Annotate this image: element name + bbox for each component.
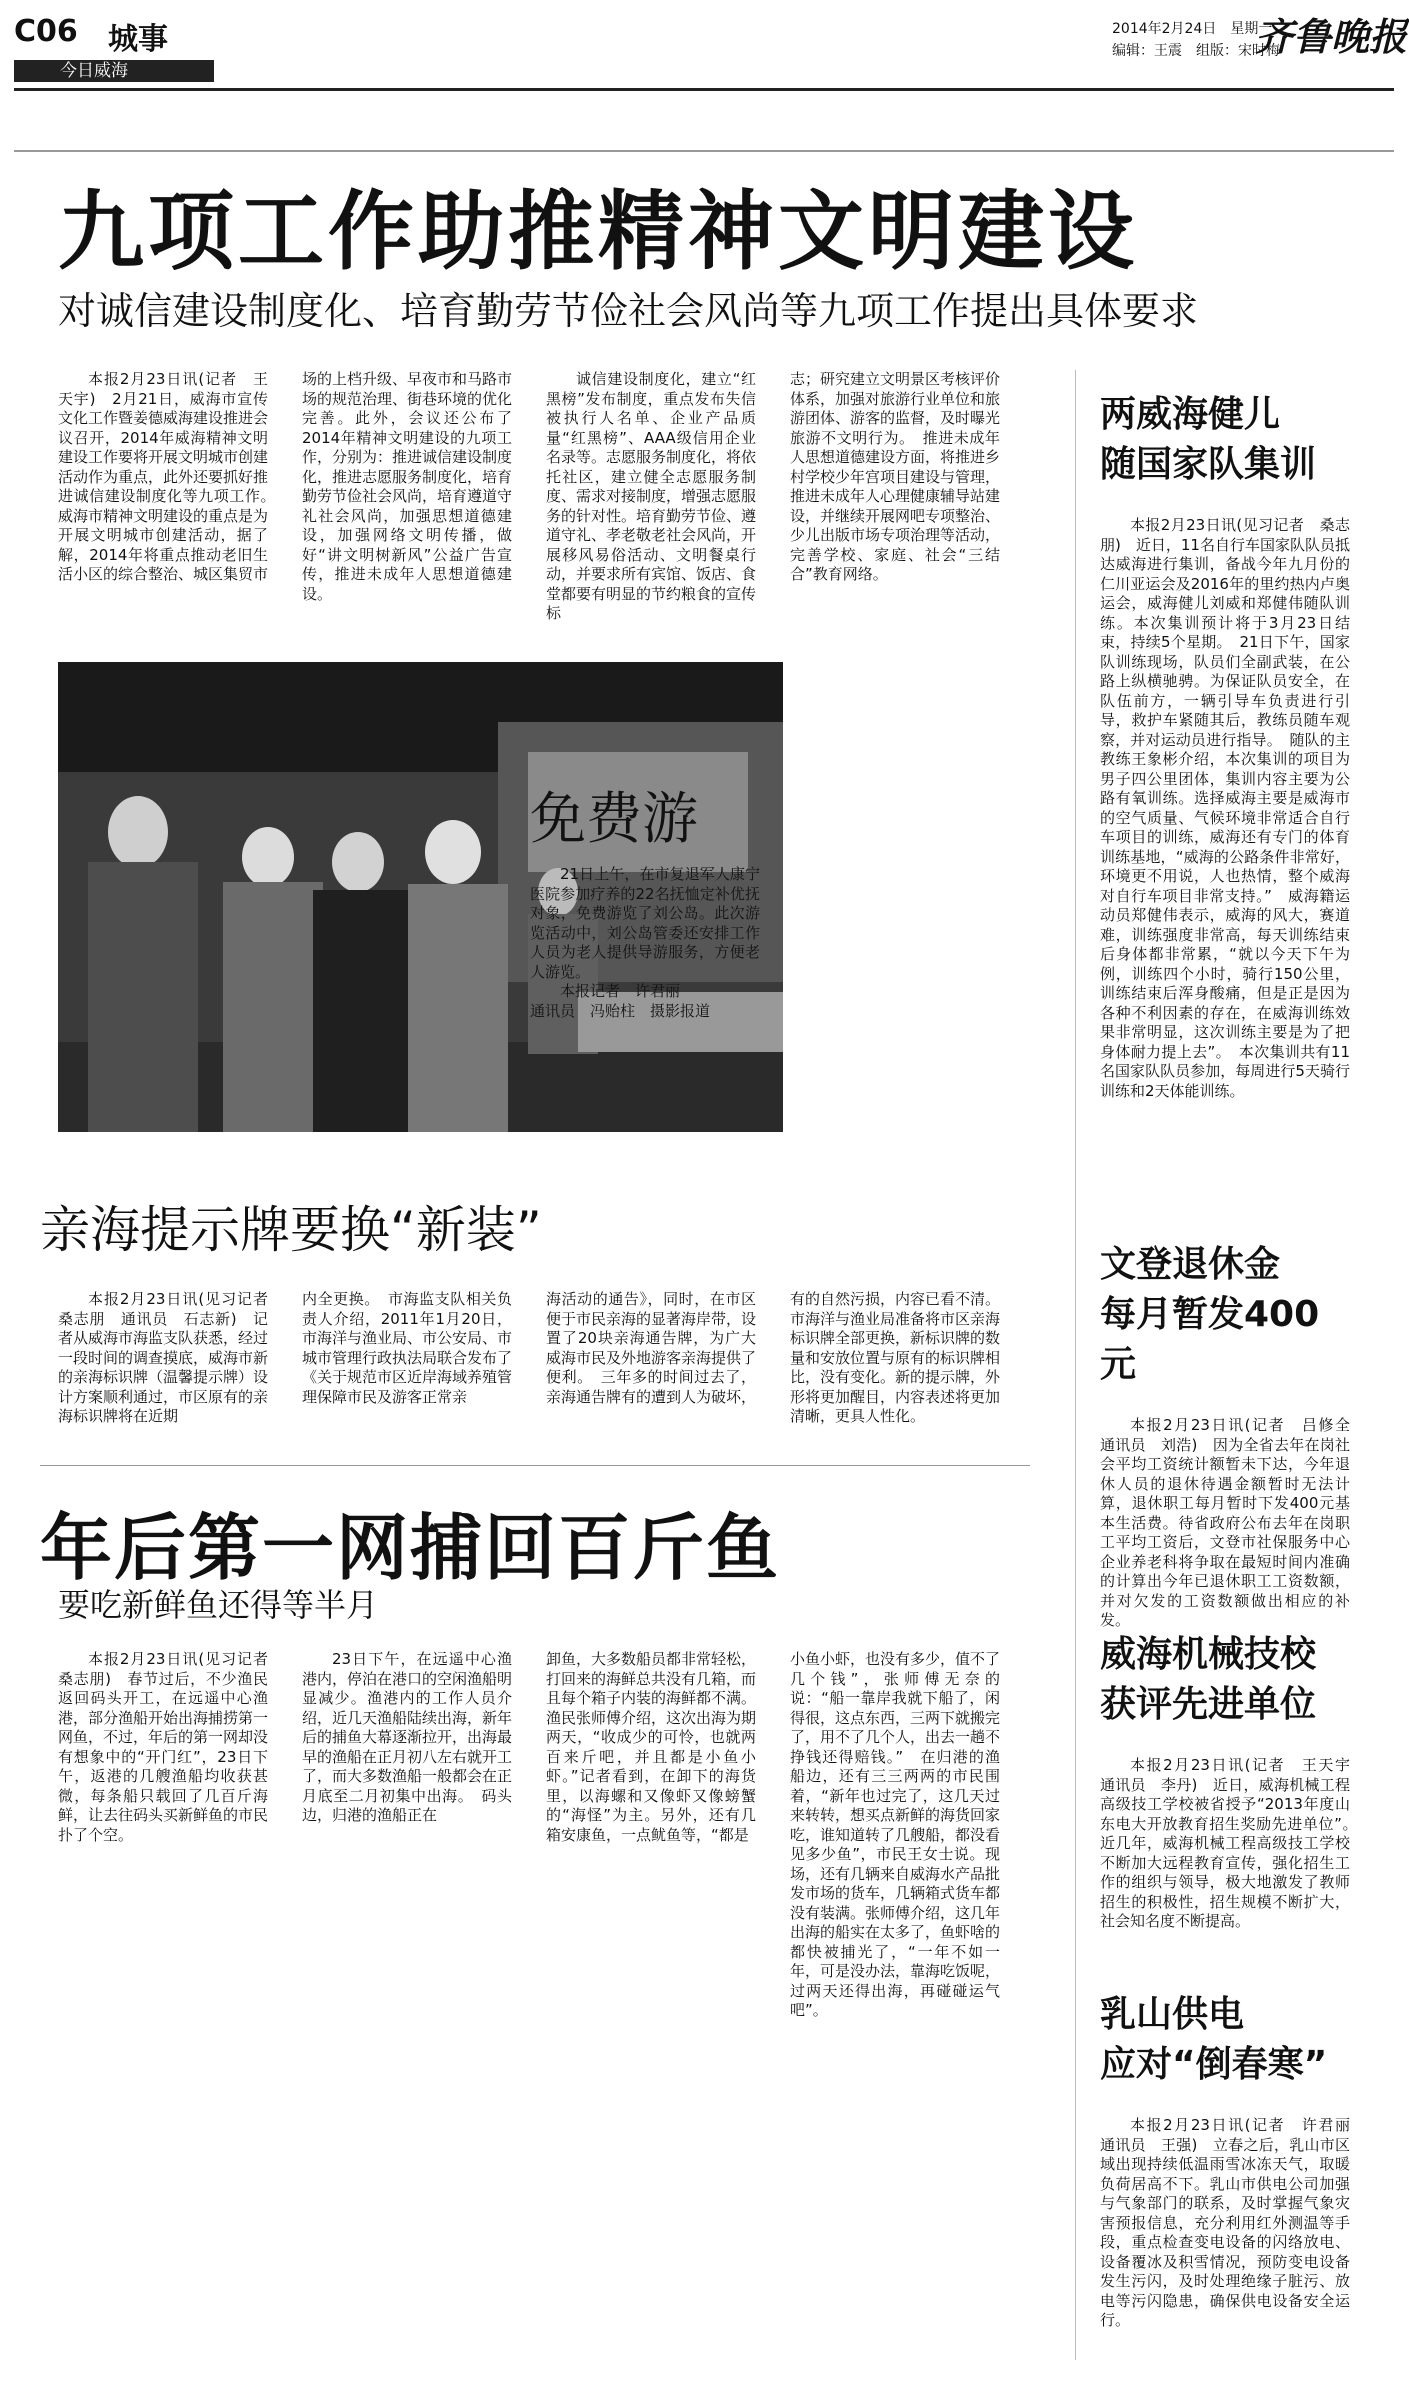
section-title: 城事: [108, 22, 168, 57]
fish-story-subheadline: 要吃新鲜鱼还得等半月: [58, 1586, 379, 1624]
sidebar-story-4: [1100, 1990, 1366, 2331]
sidebar-story-1: [1100, 390, 1350, 1101]
sidebar-story-2: [1100, 1240, 1366, 1631]
section-divider: [40, 1465, 1030, 1466]
lead-column-4: 志；研究建立文明景区考核评价体系，加强对旅游行业单位和旅游团体、游客的监督，及时曝光旅游不文明行为。 推进未成年人思想道德建设方面，将推进乡村学校少年宫项目建设与管理，推进未成年人心理健康辅导站建设，并继续开展网吧专项整治、少儿出版市场专项治理等活动，完善学校、家庭、社会“三结合”教育网络。: [790, 370, 1001, 583]
lead-column-1: 本报2月23日讯(记者 王天宇) 2月21日，威海市宣传文化工作暨姜德威海建设推进会议召开，2014年威海精神文明建设工作要将开展文明城市创建活动作为重点，此外还要抓好推进诚信建设制度化等九项工作。 威海市精神文明建设的重点是为开展文明城市创建活动，据了解，2014年将重点推动老旧生活小区的综合整治、城区集贸市: [58, 370, 284, 583]
sign-column-4: 有的自然污损，内容已看不清。市海洋与渔业局准备将市区亲海标识牌全部更换，新标识牌的数量和安放位置与原有的标识牌相比，没有变化。新的提示牌，外形将更加醒目，内容表述将更加清晰，更具人性化。: [790, 1290, 1001, 1425]
lead-subheadline: 对诚信建设制度化、培育勤劳节俭社会风尚等九项工作提出具体要求: [58, 289, 1199, 333]
sidebar-story-2-title-line1: 文登退休金: [1100, 1244, 1281, 1285]
fish-column-4: 小鱼小虾，也没有多少，值不了几个钱”，张师傅无奈的说：“船一靠岸我就下船了，闲得很，这点东西，三两下就搬完了，用不了几个人，出去一趟不挣钱还得赔钱。” 在归港的渔船边，还有三三两两的市民围着，“新年也过完了，这几天过来转转，想买点新鲜的海货回家吃，谁知道转了几艘船，都没看见多少鱼”，市民王女士说。现场，还有几辆来自威海水产品批发市场的货车，几辆箱式货车都没有装满。张师傅介绍，这几年出海的船实在太多了，鱼虾啥的都快被捕光了，“一年不如一年，可是没办法，靠海吃饭呢，过两天还得出海，再碰碰运气吧”。: [790, 1650, 1001, 2019]
sign-column-2: 内全更换。 市海监支队相关负责人介绍，2011年1月20日，市海洋与渔业局、市公安局、市城市管理行政执法局联合发布了《关于规范市区近岸海域养殖管理保障市民及游客正常亲: [302, 1290, 513, 1406]
fish-column-2: 23日下午，在远遥中心渔港内，停泊在港口的空闲渔船明显减少。渔港内的工作人员介绍，近几天渔船陆续出海，新年后的捕鱼大幕逐渐拉开，出海最早的渔船在正月初八左右就开工了，而大多数渔船一般都会在正月底至二月初集中出海。 码头边，归港的渔船正在: [302, 1650, 513, 1824]
photo-title: 免费游: [530, 787, 698, 852]
sidebar-story-2-title-line2: 每月暂发400元: [1100, 1294, 1320, 1385]
masthead-rule: [14, 88, 1394, 91]
sign-column-3: 海活动的通告》，同时，在市区便于市民亲海的显著海岸带，设置了20块亲海通告牌，为广大威海市民及外地游客亲海提供了便利。 三年多的时间过去了，亲海通告牌有的遭到人为破坏，: [546, 1290, 757, 1406]
fish-story-headline: 年后第一网捕回百斤鱼: [40, 1506, 781, 1590]
issue-date: 2014年2月24日 星期一: [1112, 21, 1273, 37]
lead-column-3: 诚信建设制度化，建立“红黑榜”发布制度，重点发布失信被执行人名单、企业产品质量“红黑榜”、AAA级信用企业名录等。志愿服务制度化，将依托社区，建立健全志愿服务制度、需求对接制度，增强志愿服务的针对性。培育勤劳节俭、遵道守礼、孝老敬老社会风尚，开展移风易俗活动、文明餐桌行动，并要求所有宾馆、饭店、食堂都要有明显的节约粮食的宣传标: [546, 370, 757, 622]
sidebar-story-1-title-line2: 随国家队集训: [1100, 444, 1317, 485]
sidebar-story-3-body: 本报2月23日讯(记者 王天宇 通讯员 李丹) 近日，威海机械工程高级技工学校被省授予“2013年度山东电大开放教育招生奖励先进单位”。 近几年，威海机械工程高级技工学校不断加大远程教育宣传，强化招生工作的组织与领导，极大地激发了教师招生的积极性，招生规模不断扩大，社会知名度不断提高。: [1100, 1756, 1366, 1930]
fish-column-1: 本报2月23日讯(见习记者 桑志朋) 春节过后，不少渔民返回码头开工，在远遥中心渔港，部分渔船开始出海捕捞第一网鱼，不过，年后的第一网却没有想象中的“开门红”，23日下午，返港的几艘渔船均收获甚微，每条船只载回了几百斤海鲜，让去往码头买新鲜鱼的市民扑了个空。: [58, 1650, 284, 1844]
newspaper-logo: 齐鲁晚报: [1255, 14, 1408, 59]
sign-column-1: 本报2月23日讯(见习记者 桑志朋 通讯员 石志新) 记者从威海市海监支队获悉，经过一段时间的调查摸底，威海市新的亲海标识牌（温馨提示牌）设计方案顺利通过，市区原有的亲海标识牌将在近期: [58, 1290, 284, 1425]
photo-caption: 21日上午，在市复退军人康宁医院参加疗养的22名抚恤定补优抚对象，免费游览了刘公岛。此次游览活动中，刘公岛管委还安排工作人员为老人提供导游服务，方便老人游览。 本报记者 许君丽 通讯员 冯贻柱 摄影报道: [530, 865, 760, 1020]
photo-credit-1: 本报记者 许君丽: [560, 982, 681, 1000]
fish-column-3: 卸鱼，大多数船员都非常轻松，打回来的海鲜总共没有几箱，而且每个箱子内装的海鲜都不满。渔民张师傅介绍，这次出海为期两天，“收成少的可怜，也就两百来斤吧，并且都是小鱼小虾。”记者看到，在卸下的海货里，以海螺和又像虾又像螃蟹的“海怪”为主。另外，还有几箱安康鱼，一点鱿鱼等，“都是: [546, 1650, 757, 1844]
editor-credits: 编辑：王震 组版：宋时梅: [1112, 43, 1280, 59]
sidebar-divider: [1075, 370, 1076, 2360]
sidebar-story-1-body: 本报2月23日讯(见习记者 桑志朋) 近日，11名自行车国家队队员抵达威海进行集训，备战今年九月份的仁川亚运会及2016年的里约热内卢奥运会，威海健儿刘威和郑健伟随队训练。本次集训预计将于3月23日结束，持续5个星期。 21日下午，国家队训练现场，队员们全副武装，在公路上纵横驰骋。为保证队员安全，在队伍前方，一辆引导车负责进行引导，救护车紧随其后，教练员随车观察，并对运动员进行指导。 随队的主教练王象彬介绍，本次集训的项目为男子四公里团体，集训内容主要为公路有氧训练。选择威海主要是威海市的空气质量、气候环境非常适合自行车项目的训练，威海还有专门的体育训练基地，“威海的公路条件非常好，环境更不用说，人也热情，整个威海对自行车项目非常支持。” 威海籍运动员郑健伟表示，威海的风大，赛道难，训练强度非常高，每天训练结束后身体都非常累，“就以今天下午为例，训练四个小时，骑行150公里，训练结束后浑身酸痛，但是正是因为各种不利因素的存在，在威海训练效果非常明显，这次训练主要是为了把身体耐力提上去”。 本次集训共有11名国家队队员参加，每周进行5天骑行训练和2天体能训练。: [1100, 516, 1350, 1100]
sidebar-story-4-title-line2: 应对“倒春寒”: [1100, 2044, 1328, 2085]
sidebar-story-3: [1100, 1630, 1366, 1932]
subsection-label: 今日威海: [14, 60, 214, 82]
top-divider: [14, 150, 1394, 152]
sidebar-story-4-body: 本报2月23日讯(记者 许君丽 通讯员 王强) 立春之后，乳山市区域出现持续低温雨雪冰冻天气，取暖负荷居高不下。乳山市供电公司加强与气象部门的联系，及时掌握气象灾害预报信息，充分利用红外测温等手段，重点检查变电设备的闪络放电、设备覆冰及积雪情况，预防变电设备发生污闪，及时处理绝缘子脏污、放电等污闪隐患，确保供电设备安全运行。: [1100, 2116, 1366, 2329]
page-number: C06: [14, 14, 78, 49]
lead-column-2: 场的上档升级、早夜市和马路市场的规范治理、街巷环境的优化完善。此外，会议还公布了2014年精神文明建设的九项工作，分别为：推进诚信建设制度化，推进志愿服务制度化，培育勤劳节俭社会风尚，培育遵道守礼社会风尚，加强思想道德建设，加强网络文明传播，做好“讲文明树新风”公益广告宣传，推进未成年人思想道德建设。: [302, 370, 513, 603]
sidebar-story-2-body: 本报2月23日讯(记者 吕修全 通讯员 刘浩) 因为全省去年在岗社会平均工资统计额暂未下达，今年退休人员的退休待遇金额暂时无法计算，退休职工每月暂时下发400元基本生活费。待省政府公布去年在岗职工平均工资后，文登市社保服务中心企业养老科将争取在最短时间内准确的计算出今年已退休职工工资数额，并对欠发的工资数额做出相应的补发。: [1100, 1416, 1366, 1629]
lead-headline: 九项工作助推精神文明建设: [58, 182, 1138, 282]
sidebar-story-3-title-line2: 获评先进单位: [1100, 1684, 1317, 1725]
sidebar-story-1-title-line1: 两威海健儿: [1100, 394, 1281, 435]
sidebar-story-4-title-line1: 乳山供电: [1100, 1994, 1245, 2035]
photo-credit-2: 通讯员 冯贻柱 摄影报道: [530, 1001, 711, 1020]
sidebar-story-3-title-line1: 威海机械技校: [1100, 1634, 1317, 1675]
sign-story-headline: 亲海提示牌要换“新装”: [40, 1201, 542, 1259]
